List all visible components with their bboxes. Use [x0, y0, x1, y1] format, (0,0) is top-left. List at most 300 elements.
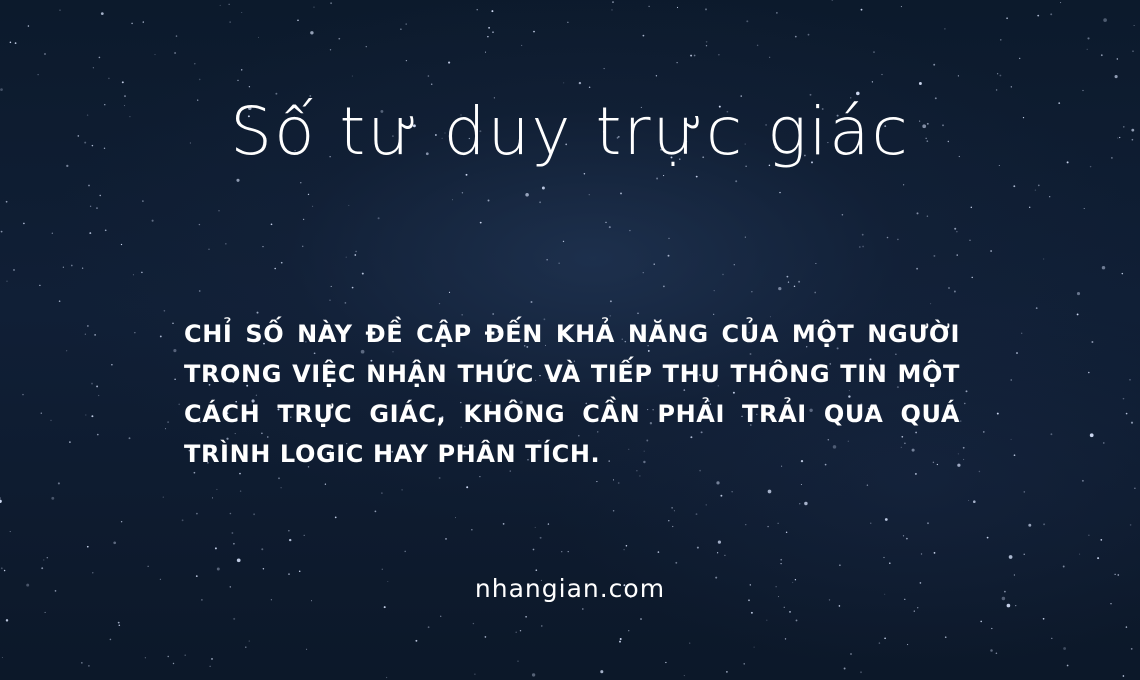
star: [532, 673, 535, 676]
star: [776, 12, 777, 13]
star: [885, 518, 888, 521]
star: [582, 608, 584, 610]
star: [1097, 557, 1099, 559]
star: [249, 640, 250, 641]
star: [944, 28, 945, 29]
star: [862, 234, 864, 236]
star: [415, 640, 417, 642]
star: [746, 20, 748, 22]
star: [850, 653, 851, 654]
star: [331, 286, 332, 287]
star: [1, 231, 3, 233]
star: [999, 75, 1001, 77]
star: [455, 517, 456, 518]
star: [751, 612, 753, 614]
star: [173, 349, 176, 352]
star: [1126, 626, 1127, 627]
star: [1049, 196, 1050, 197]
star: [887, 237, 889, 239]
star: [245, 647, 246, 648]
star: [903, 184, 904, 185]
star: [119, 624, 121, 626]
star: [589, 194, 590, 195]
star: [788, 281, 789, 282]
star: [567, 22, 568, 23]
star: [1100, 539, 1102, 541]
star: [1102, 266, 1105, 269]
star: [786, 532, 787, 533]
star: [990, 250, 992, 252]
star: [310, 31, 313, 34]
star: [477, 9, 478, 10]
star: [167, 421, 169, 423]
star: [199, 79, 201, 81]
star: [6, 281, 7, 282]
star: [619, 641, 621, 643]
star: [663, 286, 665, 288]
star: [963, 447, 965, 449]
star: [105, 229, 107, 231]
star: [1088, 535, 1089, 536]
star: [299, 570, 301, 572]
star: [1122, 273, 1123, 274]
star: [1050, 13, 1052, 15]
star: [263, 568, 264, 569]
star: [559, 263, 560, 264]
star: [1117, 58, 1118, 59]
star: [1084, 208, 1085, 209]
star: [1090, 433, 1094, 437]
star: [879, 642, 880, 643]
star: [665, 662, 666, 663]
star: [338, 38, 340, 40]
star: [466, 174, 468, 176]
star: [278, 477, 280, 479]
star: [152, 220, 154, 222]
star: [927, 522, 929, 524]
star: [491, 10, 493, 12]
star: [1091, 341, 1093, 343]
star: [697, 547, 699, 549]
star: [41, 567, 43, 569]
star: [85, 414, 86, 415]
star: [734, 264, 735, 265]
star: [716, 481, 719, 484]
star: [121, 521, 122, 522]
star: [832, 0, 834, 1]
star: [91, 415, 93, 417]
star: [233, 543, 235, 545]
star: [1037, 15, 1039, 17]
star: [568, 551, 569, 552]
star: [325, 484, 326, 485]
star: [406, 60, 407, 61]
star: [1132, 50, 1133, 51]
star: [212, 497, 213, 498]
star: [663, 175, 664, 176]
star: [623, 549, 624, 550]
star: [933, 64, 935, 66]
star: [217, 568, 220, 571]
star: [71, 265, 73, 267]
star: [300, 182, 301, 183]
star: [540, 537, 542, 539]
star: [668, 520, 669, 521]
star: [1134, 25, 1135, 26]
star: [720, 495, 722, 497]
star: [1019, 58, 1020, 59]
star: [401, 489, 402, 490]
star: [677, 7, 678, 8]
star: [668, 255, 670, 257]
star: [485, 52, 486, 53]
star: [906, 538, 908, 540]
star: [288, 530, 289, 531]
star: [536, 569, 538, 571]
star: [164, 310, 166, 312]
star: [280, 487, 281, 488]
star: [271, 223, 273, 225]
star: [1024, 554, 1025, 555]
star: [113, 541, 116, 544]
star: [563, 241, 564, 242]
star: [308, 194, 309, 195]
star: [1077, 292, 1080, 295]
star: [94, 334, 96, 336]
star: [722, 274, 723, 275]
star: [145, 657, 146, 658]
star: [99, 57, 101, 59]
star: [533, 31, 535, 33]
star: [6, 619, 8, 621]
star: [724, 555, 725, 556]
star: [90, 206, 91, 207]
star: [867, 484, 868, 485]
star: [1131, 648, 1133, 650]
star: [81, 662, 82, 663]
star: [983, 431, 985, 433]
star: [1063, 566, 1065, 568]
star: [449, 292, 450, 293]
star: [718, 54, 719, 55]
star: [87, 546, 89, 548]
star: [384, 606, 386, 608]
star: [211, 658, 213, 660]
star: [354, 254, 356, 256]
star: [996, 89, 997, 90]
star: [1038, 185, 1040, 187]
star: [596, 481, 597, 482]
star: [231, 532, 233, 534]
star: [815, 263, 816, 264]
star: [0, 500, 2, 503]
star: [795, 36, 797, 38]
star: [768, 490, 772, 494]
star: [862, 246, 864, 248]
star: [134, 332, 135, 333]
star: [881, 74, 882, 75]
star: [0, 88, 3, 91]
star: [215, 547, 217, 549]
star: [539, 201, 541, 203]
star: [766, 620, 767, 621]
star: [88, 665, 90, 667]
star: [547, 259, 548, 260]
star: [542, 187, 545, 190]
star: [182, 519, 184, 521]
star: [960, 421, 961, 422]
star: [675, 562, 677, 564]
star: [96, 207, 98, 209]
star: [626, 545, 628, 547]
star: [1082, 90, 1083, 91]
star: [696, 513, 698, 515]
star: [980, 621, 982, 623]
star: [91, 383, 93, 385]
star: [348, 205, 349, 206]
star: [643, 35, 645, 37]
star: [1126, 413, 1128, 415]
star: [176, 35, 177, 36]
star: [884, 637, 886, 639]
star: [23, 223, 25, 225]
star: [520, 630, 521, 631]
star: [972, 277, 973, 278]
star: [1043, 618, 1045, 620]
star: [184, 654, 185, 655]
star: [1035, 189, 1036, 190]
star: [236, 179, 239, 182]
star: [208, 249, 210, 251]
star: [352, 287, 354, 289]
star: [428, 75, 430, 77]
star: [101, 12, 104, 15]
star: [1130, 524, 1132, 526]
star: [706, 504, 707, 505]
star: [584, 173, 585, 174]
star: [488, 27, 490, 29]
star: [548, 523, 549, 524]
star: [154, 54, 155, 55]
star: [121, 244, 122, 245]
star: [620, 192, 622, 194]
star: [714, 290, 715, 291]
star: [45, 612, 46, 613]
star: [957, 254, 958, 255]
star: [261, 548, 263, 550]
star: [462, 192, 463, 193]
star: [916, 268, 918, 270]
star: [1024, 491, 1026, 493]
star: [705, 8, 707, 10]
star: [129, 437, 131, 439]
star: [996, 652, 998, 654]
star: [579, 82, 581, 84]
star: [541, 625, 542, 626]
star: [233, 618, 235, 620]
star: [784, 607, 785, 608]
star: [378, 217, 380, 219]
star: [958, 75, 959, 76]
star: [89, 232, 91, 234]
star: [471, 529, 472, 530]
star: [87, 325, 88, 326]
star: [352, 76, 353, 77]
star: [10, 531, 11, 532]
star: [613, 479, 614, 480]
star: [515, 631, 517, 633]
star: [521, 45, 522, 46]
star: [345, 302, 347, 304]
star: [618, 482, 620, 484]
star: [173, 663, 174, 664]
star: [1000, 39, 1001, 40]
star: [0, 497, 1, 498]
star: [375, 511, 377, 513]
star: [979, 471, 980, 472]
star: [381, 492, 382, 493]
star: [52, 233, 53, 234]
star: [917, 607, 918, 608]
star: [842, 214, 844, 216]
star: [1050, 433, 1052, 435]
star: [706, 41, 708, 43]
star: [330, 2, 332, 4]
star: [769, 57, 770, 58]
star: [674, 510, 675, 511]
star: [466, 486, 468, 488]
star: [218, 210, 219, 211]
star: [629, 230, 630, 231]
star: [971, 207, 972, 208]
star: [346, 257, 347, 258]
star: [897, 239, 899, 241]
star: [799, 503, 800, 504]
star: [6, 201, 8, 203]
star: [919, 82, 922, 85]
star: [168, 656, 169, 657]
star: [1088, 372, 1090, 374]
star: [1079, 554, 1080, 555]
star: [872, 81, 873, 82]
star: [39, 285, 40, 286]
star: [991, 628, 992, 629]
star: [108, 78, 110, 80]
star: [954, 291, 956, 293]
star: [41, 412, 42, 413]
star: [439, 477, 441, 479]
star: [1087, 37, 1089, 39]
star: [745, 524, 746, 525]
star: [110, 639, 112, 641]
star: [302, 246, 303, 247]
star: [757, 45, 758, 46]
star: [658, 551, 660, 553]
star: [1013, 185, 1015, 187]
star: [165, 428, 166, 429]
star: [240, 490, 241, 491]
star: [15, 42, 17, 44]
star: [85, 334, 86, 335]
star: [656, 178, 658, 180]
star: [1082, 480, 1084, 482]
star: [122, 81, 124, 83]
star: [69, 441, 71, 443]
star: [59, 300, 61, 302]
star: [172, 323, 173, 324]
star: [611, 9, 613, 11]
star: [930, 303, 931, 304]
poster-title: Số tư duy trực giác: [230, 93, 910, 170]
star: [1011, 379, 1012, 380]
star: [362, 273, 364, 275]
star: [987, 537, 989, 539]
star: [1, 567, 3, 569]
star: [1060, 2, 1061, 3]
star: [366, 46, 367, 47]
star: [914, 610, 915, 611]
star: [726, 671, 728, 673]
star: [474, 674, 475, 675]
star: [672, 526, 673, 527]
star: [230, 22, 231, 23]
star: [839, 565, 840, 566]
star: [639, 475, 640, 476]
star: [10, 42, 12, 44]
star: [431, 84, 432, 85]
star: [610, 300, 612, 302]
star: [160, 335, 162, 337]
star: [485, 636, 487, 638]
star: [778, 287, 781, 290]
star: [1014, 454, 1016, 456]
star: [258, 37, 259, 38]
star: [927, 215, 928, 216]
star: [533, 549, 535, 551]
star: [671, 507, 672, 508]
star: [969, 240, 970, 241]
star: [808, 34, 810, 36]
star: [656, 75, 657, 76]
star: [605, 222, 606, 223]
star: [262, 246, 263, 247]
star: [735, 180, 737, 182]
star: [1101, 54, 1103, 56]
star: [38, 74, 39, 75]
star: [1006, 17, 1008, 19]
star: [696, 176, 698, 178]
star: [488, 200, 490, 202]
star: [990, 649, 993, 652]
star: [745, 237, 746, 238]
star: [386, 677, 387, 678]
star: [1103, 442, 1104, 443]
star: [479, 476, 480, 477]
star: [306, 649, 307, 650]
star: [4, 570, 6, 572]
star: [274, 268, 276, 270]
star: [199, 290, 201, 292]
star: [778, 523, 779, 524]
star: [643, 272, 644, 273]
star: [628, 630, 629, 631]
star: [859, 246, 861, 248]
star: [934, 552, 936, 554]
star: [131, 23, 133, 25]
star: [604, 68, 605, 69]
star: [535, 527, 536, 528]
star: [889, 562, 891, 564]
